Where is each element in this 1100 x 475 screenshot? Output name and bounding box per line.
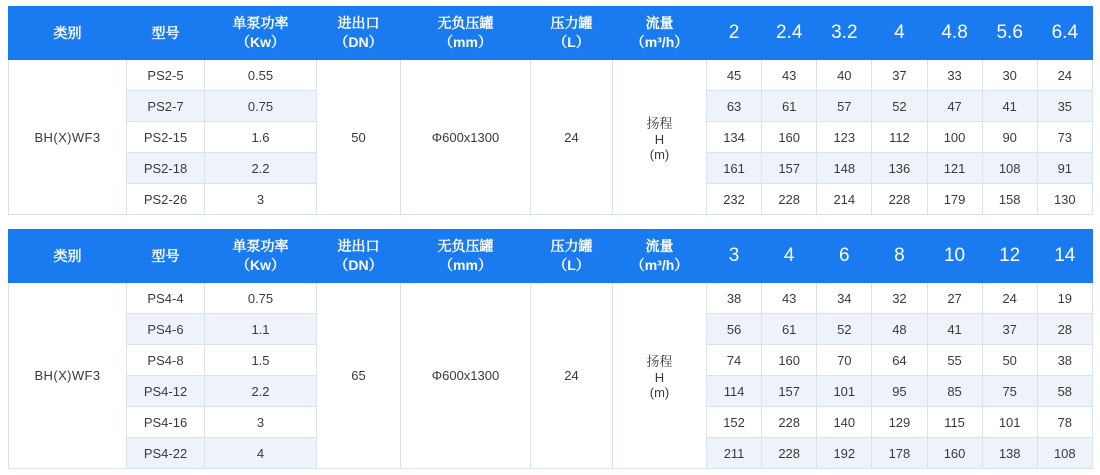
cell-model: PS4-6 (127, 314, 205, 345)
cell-head-label (613, 60, 707, 215)
cell-head-value: 41 (982, 91, 1037, 122)
header-flow-value: 10 (927, 230, 982, 283)
cell-power: 1.6 (205, 122, 317, 153)
cell-head-value: 158 (982, 184, 1037, 215)
cell-power: 0.55 (205, 60, 317, 91)
cell-head-value: 91 (1037, 153, 1092, 184)
cell-pressure-tank: 24 (531, 60, 613, 215)
cell-model: PS2-7 (127, 91, 205, 122)
header-model: 型号 (127, 7, 205, 60)
cell-head-value: 228 (762, 407, 817, 438)
cell-category: BH(X)WF3 (9, 283, 127, 469)
header-flow-value: 12 (982, 230, 1037, 283)
header-flow-value: 8 (872, 230, 927, 283)
cell-head-value: 101 (982, 407, 1037, 438)
head-label-line1: 扬程 (646, 115, 673, 131)
header-tank-line2: （mm） (439, 34, 492, 50)
cell-model: PS2-18 (127, 153, 205, 184)
cell-model: PS4-12 (127, 376, 205, 407)
cell-head-value: 32 (872, 283, 927, 314)
cell-head-value: 228 (762, 438, 817, 469)
header-category: 类别 (9, 230, 127, 283)
head-label-line2: H (654, 370, 665, 385)
cell-head-value: 121 (927, 153, 982, 184)
header-press-line2: （L） (553, 257, 590, 273)
cell-power: 2.2 (205, 153, 317, 184)
cell-dn: 50 (317, 60, 401, 215)
cell-head-value: 160 (762, 122, 817, 153)
cell-head-value: 40 (817, 60, 872, 91)
header-category: 类别 (9, 7, 127, 60)
cell-head-value: 108 (982, 153, 1037, 184)
cell-head-value: 55 (927, 345, 982, 376)
cell-head-value: 50 (982, 345, 1037, 376)
cell-head-value: 78 (1037, 407, 1092, 438)
header-power-line2: （Kw） (236, 257, 285, 273)
header-tank (401, 7, 531, 60)
cell-head-label (613, 283, 707, 469)
cell-head-value: 157 (762, 376, 817, 407)
cell-tank: Φ600x1300 (401, 60, 531, 215)
cell-power: 1.5 (205, 345, 317, 376)
header-power-line1: 单泵功率 (232, 15, 289, 32)
header-flow-value: 4 (762, 230, 817, 283)
cell-model: PS4-4 (127, 283, 205, 314)
cell-model: PS4-8 (127, 345, 205, 376)
cell-head-value: 138 (982, 438, 1037, 469)
cell-head-value: 152 (707, 407, 762, 438)
spec-table-ps2 (8, 6, 1093, 215)
cell-head-value: 129 (872, 407, 927, 438)
header-power (205, 230, 317, 283)
cell-head-value: 38 (1037, 345, 1092, 376)
cell-head-value: 192 (817, 438, 872, 469)
cell-head-value: 228 (762, 184, 817, 215)
header-pressure-tank (531, 7, 613, 60)
header-flow-line2: （m³/h） (630, 34, 689, 50)
header-flow-value: 4.8 (927, 7, 982, 60)
table-header-row (9, 230, 1093, 283)
cell-head-value: 148 (817, 153, 872, 184)
cell-head-value: 214 (817, 184, 872, 215)
cell-pressure-tank: 24 (531, 283, 613, 469)
cell-model: PS4-22 (127, 438, 205, 469)
cell-head-value: 28 (1037, 314, 1092, 345)
cell-head-value: 34 (817, 283, 872, 314)
header-flow (613, 230, 707, 283)
head-label-line3: (m) (649, 385, 670, 400)
table-row (9, 283, 1093, 314)
cell-head-value: 85 (927, 376, 982, 407)
cell-head-value: 61 (762, 91, 817, 122)
cell-head-value: 24 (1037, 60, 1092, 91)
head-label-line1: 扬程 (646, 354, 673, 369)
cell-head-value: 228 (872, 184, 927, 215)
cell-head-value: 47 (927, 91, 982, 122)
table-header-row (9, 7, 1093, 60)
cell-head-value: 130 (1037, 184, 1092, 215)
cell-head-value: 56 (707, 314, 762, 345)
cell-power: 3 (205, 184, 317, 215)
cell-head-value: 123 (817, 122, 872, 153)
header-flow-value: 3 (707, 230, 762, 283)
header-flow (613, 7, 707, 60)
cell-model: PS2-5 (127, 60, 205, 91)
cell-head-value: 38 (707, 283, 762, 314)
header-dn (317, 230, 401, 283)
cell-power: 0.75 (205, 283, 317, 314)
cell-head-value: 24 (982, 283, 1037, 314)
header-dn-line1: 进出口 (337, 15, 380, 32)
cell-head-value: 37 (872, 60, 927, 91)
cell-head-value: 63 (707, 91, 762, 122)
cell-head-value: 45 (707, 60, 762, 91)
header-flow-value: 2 (707, 7, 762, 60)
header-press-line1: 压力罐 (550, 15, 593, 32)
header-power-line1: 单泵功率 (232, 238, 289, 255)
cell-head-value: 64 (872, 345, 927, 376)
cell-head-value: 70 (817, 345, 872, 376)
cell-head-value: 161 (707, 153, 762, 184)
cell-head-value: 179 (927, 184, 982, 215)
cell-head-value: 160 (927, 438, 982, 469)
header-flow-line2: （m³/h） (630, 257, 689, 273)
header-press-line2: （L） (553, 34, 590, 50)
header-dn-line2: （DN） (334, 257, 383, 273)
cell-head-value: 211 (707, 438, 762, 469)
cell-model: PS4-16 (127, 407, 205, 438)
cell-head-value: 178 (872, 438, 927, 469)
cell-head-value: 30 (982, 60, 1037, 91)
header-press-line1: 压力罐 (550, 238, 593, 255)
cell-head-value: 101 (817, 376, 872, 407)
cell-head-value: 73 (1037, 122, 1092, 153)
header-flow-value: 14 (1037, 230, 1092, 283)
cell-head-value: 19 (1037, 283, 1092, 314)
cell-power: 0.75 (205, 91, 317, 122)
cell-model: PS2-26 (127, 184, 205, 215)
spec-table-ps4 (8, 229, 1093, 469)
cell-tank: Φ600x1300 (401, 283, 531, 469)
header-dn-line2: （DN） (334, 34, 383, 50)
cell-head-value: 35 (1037, 91, 1092, 122)
table-row (9, 60, 1093, 91)
cell-head-value: 27 (927, 283, 982, 314)
header-tank-line1: 无负压罐 (437, 238, 494, 255)
cell-model: PS2-15 (127, 122, 205, 153)
cell-head-value: 33 (927, 60, 982, 91)
cell-head-value: 43 (762, 283, 817, 314)
header-flow-value: 4 (872, 7, 927, 60)
cell-head-value: 52 (817, 314, 872, 345)
head-label-line3: (m) (649, 146, 670, 162)
header-dn-line1: 进出口 (337, 238, 380, 255)
cell-power: 4 (205, 438, 317, 469)
cell-head-value: 108 (1037, 438, 1092, 469)
cell-head-value: 232 (707, 184, 762, 215)
cell-power: 2.2 (205, 376, 317, 407)
header-model: 型号 (127, 230, 205, 283)
cell-power: 3 (205, 407, 317, 438)
cell-head-value: 41 (927, 314, 982, 345)
cell-head-value: 140 (817, 407, 872, 438)
cell-head-value: 43 (762, 60, 817, 91)
cell-head-value: 115 (927, 407, 982, 438)
cell-head-value: 37 (982, 314, 1037, 345)
cell-head-value: 74 (707, 345, 762, 376)
cell-head-value: 100 (927, 122, 982, 153)
header-tank-line1: 无负压罐 (437, 15, 494, 32)
cell-head-value: 136 (872, 153, 927, 184)
cell-head-value: 52 (872, 91, 927, 122)
header-flow-value: 6.4 (1037, 7, 1092, 60)
cell-head-value: 90 (982, 122, 1037, 153)
header-pressure-tank (531, 230, 613, 283)
cell-head-value: 114 (707, 376, 762, 407)
header-flow-line1: 流量 (645, 238, 674, 255)
header-flow-value: 3.2 (817, 7, 872, 60)
cell-head-value: 160 (762, 345, 817, 376)
cell-head-value: 61 (762, 314, 817, 345)
head-label-line2: H (654, 131, 665, 147)
cell-head-value: 57 (817, 91, 872, 122)
header-flow-line1: 流量 (645, 15, 674, 32)
header-tank-line2: （mm） (439, 257, 492, 273)
header-power-line2: （Kw） (236, 34, 285, 50)
cell-head-value: 58 (1037, 376, 1092, 407)
cell-head-value: 75 (982, 376, 1037, 407)
header-flow-value: 5.6 (982, 7, 1037, 60)
cell-power: 1.1 (205, 314, 317, 345)
header-flow-value: 2.4 (762, 7, 817, 60)
header-flow-value: 6 (817, 230, 872, 283)
cell-head-value: 48 (872, 314, 927, 345)
header-power (205, 7, 317, 60)
cell-category: BH(X)WF3 (9, 60, 127, 215)
header-dn (317, 7, 401, 60)
cell-dn: 65 (317, 283, 401, 469)
cell-head-value: 134 (707, 122, 762, 153)
cell-head-value: 112 (872, 122, 927, 153)
header-tank (401, 230, 531, 283)
cell-head-value: 95 (872, 376, 927, 407)
cell-head-value: 157 (762, 153, 817, 184)
